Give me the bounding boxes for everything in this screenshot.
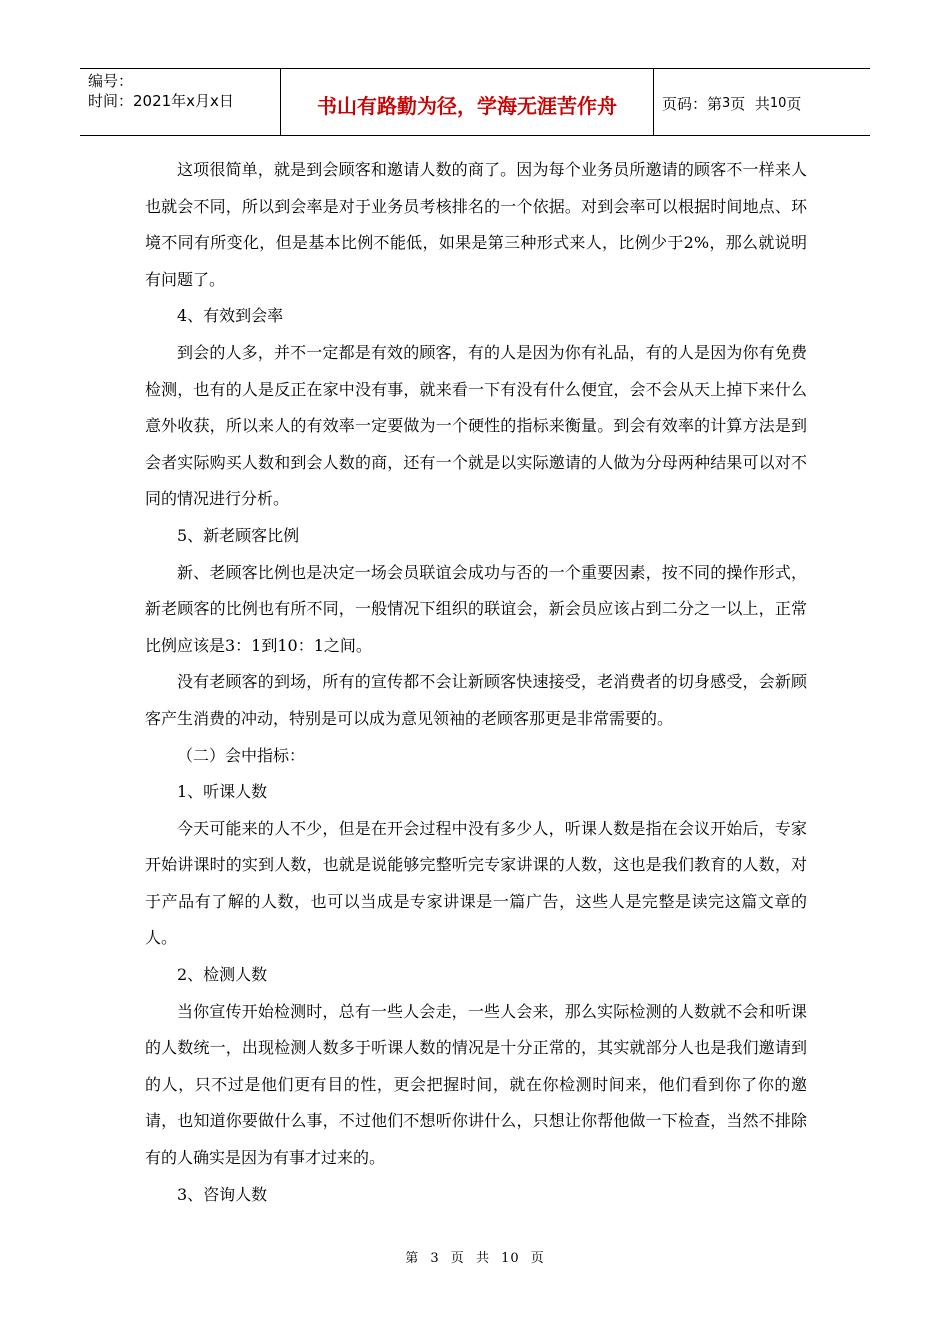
section-heading: 3、咨询人数: [177, 1184, 268, 1204]
header-page-number: 3: [722, 95, 731, 111]
footer-page-word: 第: [405, 1251, 420, 1266]
header-page-suffix: 页: [786, 94, 802, 113]
section-heading: 2、检测人数: [177, 965, 268, 985]
body-paragraph: 到会的人多，并不一定都是有效的顾客，有的人是因为你有礼品，有的人是因为你有免费检测，也有的人是反正在家中没有事，就来看一下有没有什么便宜，会不会从天上掉下来什么意外收获，所以来人的有效率一定要做为一个硬性的指标来衡量。到会有效率的计算方法是到会者实际购买人数和到会人数的商，还有一个就是以实际邀请的人做为分母两种结果可以对不同的情况进行分析。: [145, 342, 807, 509]
page-footer: [0, 1247, 950, 1266]
section-heading: 1、听课人数: [177, 782, 268, 802]
footer-total-word: 共: [475, 1251, 490, 1266]
body-paragraph: 没有老顾客的到场，所有的宣传都不会让新顾客快速接受，老消费者的切身感受，会新顾客产生消费的冲动，特别是可以成为意见领袖的老顾客那更是非常需要的。: [145, 672, 807, 728]
section-heading: 4、有效到会率: [177, 306, 284, 326]
footer-total-unit: 页: [530, 1251, 545, 1266]
header-page-prefix: 页码：第: [662, 94, 723, 113]
section-heading: 5、新老顾客比例: [177, 525, 300, 545]
footer-page-number: 3: [430, 1251, 440, 1266]
body-paragraph: 这项很简单，就是到会顾客和邀请人数的商了。因为每个业务员所邀请的顾客不一样来人也就会不同，所以到会率是对于业务员考核排名的一个依据。对到会率可以根据时间地点、环境不同有所变化，但是基本比例不能低，如果是第三种形式来人，比例少于2%，那么就说明有问题了。: [145, 160, 807, 289]
body-paragraph: 今天可能来的人不少，但是在开会过程中没有多少人，听课人数是指在会议开始后，专家开始讲课时的实到人数，也就是说能够完整听完专家讲课的人数，这也是我们教育的人数，对于产品有了解的人数，也可以当成是专家讲课是一篇广告，这些人是完整是读完这篇文章的人。: [145, 818, 807, 948]
serial-label: 编号：: [88, 72, 134, 90]
section-heading: （二）会中指标：: [177, 745, 306, 765]
header-meta: [80, 69, 281, 135]
document-body: [145, 152, 807, 1213]
header-page-info: [654, 69, 870, 135]
body-paragraph: 新、老顾客比例也是决定一场会员联谊会成功与否的一个重要因素，按不同的操作形式，新老顾客的比例也有所不同，一般情况下组织的联谊会，新会员应该占到二分之一以上，正常比例应该是3：1到10：1之间。: [145, 562, 807, 655]
header-page-mid: 页 共: [730, 94, 770, 113]
page-header: [80, 68, 870, 136]
body-paragraph: 当你宣传开始检测时，总有一些人会走，一些人会来，那么实际检测的人数就不会和听课的人数统一，出现检测人数多于听课人数的情况是十分正常的，其实就部分人也是我们邀请到的人，只不过是他们更有目的性，更会把握时间，就在你检测时间来，他们看到你了你的邀请，也知道你要做什么事，不过他们不想听你讲什么，只想让你帮他做一下检查，当然不排除有的人确实是因为有事才过来的。: [145, 1001, 807, 1168]
date-label: 时间：2021年x月x日: [88, 92, 234, 110]
header-motto: 书山有路勤为径，学海无涯苦作舟: [281, 69, 654, 135]
header-total-pages: 10: [769, 95, 787, 111]
footer-page-unit: 页: [450, 1251, 465, 1266]
footer-total-pages: 10: [501, 1251, 520, 1266]
